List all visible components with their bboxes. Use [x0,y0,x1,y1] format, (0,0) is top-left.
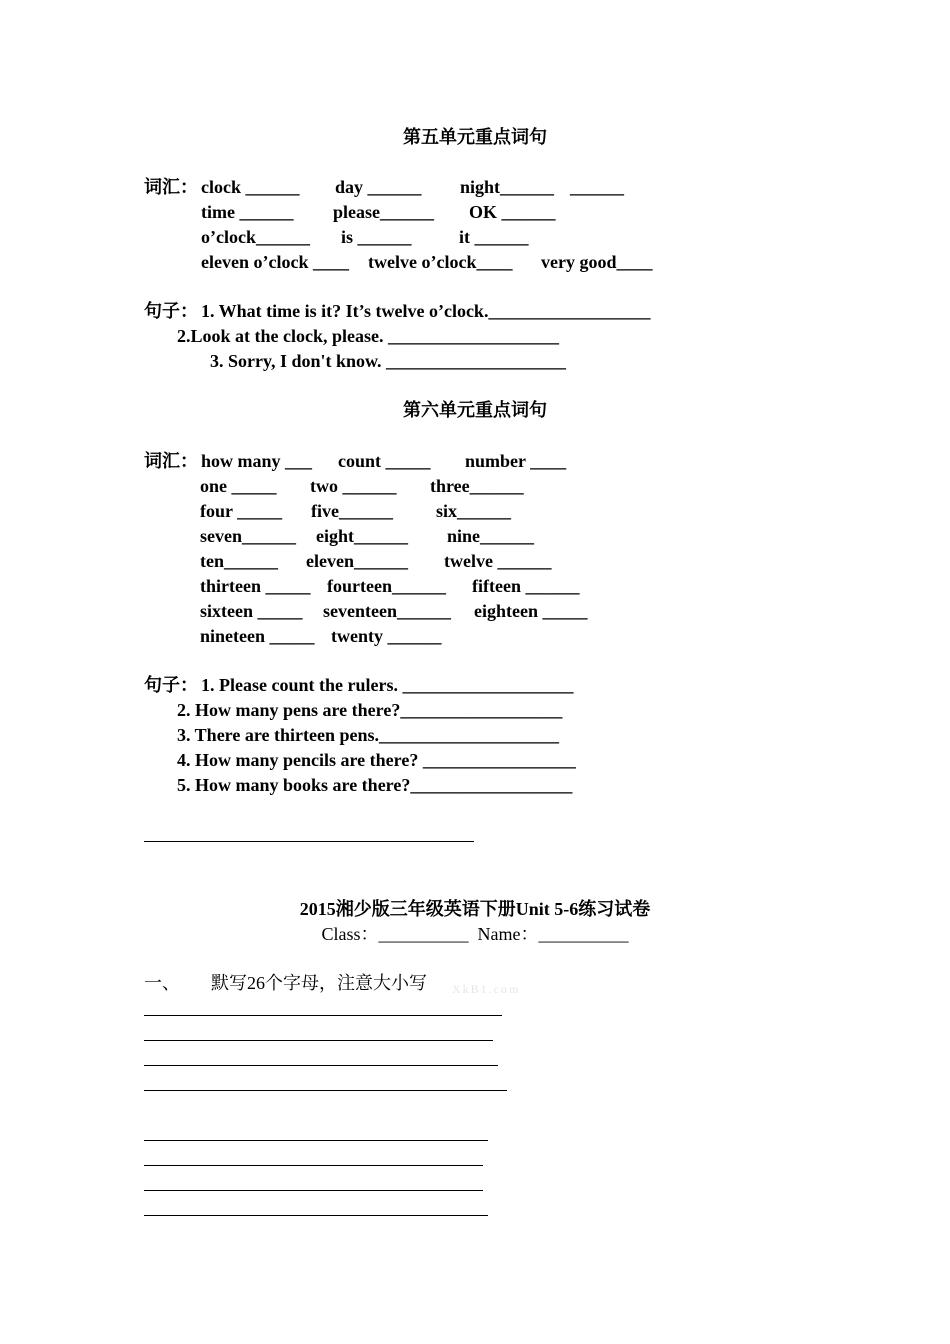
unit6-sentence: 3. There are thirteen pens.____________________ [177,725,559,745]
unit5-vocab-word: day ______ [335,177,422,197]
unit5-vocab-word: ______ [570,177,624,197]
unit5-vocab-word: night______ [460,177,555,197]
unit5-vocab-word: time ______ [201,202,294,222]
unit5-sentence: 3. Sorry, I don't know. ____________________ [210,351,567,371]
unit6-vocab-word: fifteen ______ [472,576,580,596]
watermark: XkB1.com [452,982,521,996]
writing-line [144,1090,507,1091]
writing-line [144,1140,488,1141]
unit6-title: 第六单元重点词句 [403,400,547,420]
unit5-sentence: 2.Look at the clock, please. ___________________ [177,326,559,346]
unit6-vocab-word: seventeen______ [323,601,451,621]
unit5-vocab-word: eleven o’clock ____ [201,252,349,272]
unit6-vocab-label: 词汇： [144,451,198,471]
unit6-sentence: 5. How many books are there?__________________ [177,775,573,795]
unit5-sentence: 1. What time is it? It’s twelve o’clock.__________________ [201,301,651,321]
unit6-vocab-word: eleven______ [306,551,408,571]
writing-line [144,1190,483,1191]
unit5-vocab-word: it ______ [459,227,529,247]
unit6-vocab-word: count _____ [338,451,431,471]
unit5-vocab-word: clock ______ [201,177,300,197]
question-number: 一、 [144,973,180,993]
unit6-vocab-word: thirteen _____ [200,576,311,596]
unit6-vocab-word: how many ___ [201,451,313,471]
unit6-vocab-word: fourteen______ [327,576,446,596]
unit5-title: 第五单元重点词句 [403,127,547,147]
unit6-sentence: 4. How many pencils are there? _________________ [177,750,576,770]
unit6-sentence: 1. Please count the rulers. ___________________ [201,675,574,695]
unit6-vocab-word: sixteen _____ [200,601,303,621]
unit5-vocab-word: is ______ [341,227,412,247]
unit6-vocab-word: four _____ [200,501,283,521]
unit5-vocab-word: twelve o’clock____ [368,252,513,272]
unit5-vocab-word: please______ [333,202,434,222]
writing-line [144,1215,488,1216]
unit6-vocab-word: eighteen _____ [474,601,588,621]
unit6-vocab-word: eight______ [316,526,408,546]
unit6-sentence: 2. How many pens are there?__________________ [177,700,563,720]
unit6-vocab-word: twelve ______ [444,551,552,571]
unit6-vocab-word: nineteen _____ [200,626,315,646]
unit5-vocab-label: 词汇： [144,177,198,197]
unit6-vocab-word: six______ [436,501,512,521]
writing-line [144,1165,483,1166]
unit6-vocab-word: twenty ______ [331,626,442,646]
writing-line [144,1065,498,1066]
writing-line [144,1040,493,1041]
class-name-line: Class：__________ Name：__________ [321,924,629,944]
unit6-sentence-label: 句子： [144,675,198,695]
unit6-vocab-word: nine______ [447,526,535,546]
unit5-vocab-word: very good____ [541,252,653,272]
unit5-sentence-label: 句子： [144,301,198,321]
unit6-vocab-word: seven______ [200,526,296,546]
unit6-vocab-word: two ______ [310,476,397,496]
unit6-vocab-word: one _____ [200,476,277,496]
section-divider [144,841,474,842]
exam-title: 2015湘少版三年级英语下册Unit 5-6练习试卷 [299,899,651,919]
unit5-vocab-word: o’clock______ [201,227,310,247]
question-text: 默写26个字母，注意大小写 [211,973,427,993]
writing-line [144,1015,502,1016]
unit6-vocab-word: five______ [311,501,393,521]
unit6-vocab-word: three______ [430,476,524,496]
unit6-vocab-word: number ____ [465,451,567,471]
unit5-vocab-word: OK ______ [469,202,556,222]
unit6-vocab-word: ten______ [200,551,278,571]
